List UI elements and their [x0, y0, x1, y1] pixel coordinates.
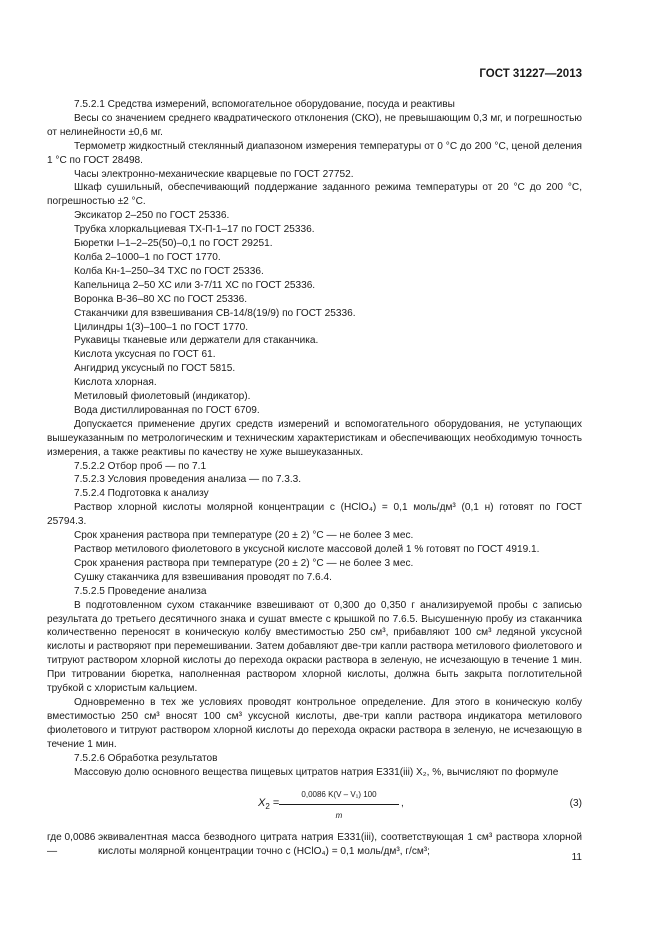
- equipment-item: Бюретки I–1–2–25(50)–0,1 по ГОСТ 29251.: [74, 238, 273, 250]
- reagent-item: Вода дистиллированная по ГОСТ 6709.: [74, 404, 260, 416]
- equipment-item: Рукавицы тканевые или держатели для стаканчика.: [74, 335, 319, 347]
- page-number: 11: [571, 852, 582, 863]
- equipment-item: Цилиндры 1(3)–100–1 по ГОСТ 1770.: [74, 321, 249, 333]
- section-heading: 7.5.2.4 Подготовка к анализу: [74, 488, 209, 500]
- equipment-item: Капельница 2–50 ХС или 3-7/11 ХС по ГОСТ 25336.: [74, 279, 316, 291]
- paragraph: В подготовленном сухом стаканчике взвешивают от 0,300 до 0,350 г анализируемой пробы с записью результата до третьего десятичного знака и сушат вместе с крышкой по 7.6.5. Высушенную пробу из стаканчика количественно переносят в коническую колбу вместимостью 250 см³, прибавляют 100 см³ ледяной уксусной кислоты и растворяют при перемешивании. Затем добавляют две-три капли раствора метилового фиолетового и титруют раствором хлорной кислоты до перехода окраски раствора в зеленую, не исчезающую в течение 1 мин. При титровании бюретка, наполненная раствором хлорной кислоты, должна быть закрыта поглотительной трубкой с хлористым кальцием.: [47, 599, 582, 695]
- equipment-item: Эксикатор 2–250 по ГОСТ 25336.: [74, 210, 230, 222]
- paragraph: Допускается применение других средств измерений и вспомогательного оборудования, не уступающих вышеуказанным по метрологическим и техническим характеристикам и обеспечивающих необходимую точность измерения, а также реактивы по качеству не хуже вышеуказанных.: [47, 418, 582, 458]
- formula-denominator: m: [335, 811, 343, 821]
- page-body: [47, 98, 582, 859]
- formula-fraction: [279, 788, 399, 823]
- reagent-item: Метиловый фиолетовый (индикатор).: [74, 391, 251, 403]
- formula-numerator: 0,0086 K(V – V₁) 100: [279, 788, 399, 805]
- paragraph: Шкаф сушильный, обеспечивающий поддержание заданного режима температуры от 20 °С до 200 °С, погрешностью ±2 °С.: [47, 182, 582, 208]
- paragraph: Срок хранения раствора при температуре (20 ± 2) °С — не более 3 мес.: [74, 557, 414, 569]
- paragraph: Раствор метилового фиолетового в уксусной кислоте массовой долей 1 % готовят по ГОСТ 4919.1.: [74, 544, 540, 555]
- section-heading: 7.5.2.1 Средства измерений, вспомогательное оборудование, посуда и реактивы: [74, 99, 455, 110]
- variable-description: эквивалентная масса безводного цитрата натрия Е331(iii), соответствующая 1 см³ раствора хлорной кислоты молярной концентрации точно с (HClO₄) = 0,1 моль/дм³, г/см³;: [98, 832, 582, 858]
- section-heading: 7.5.2.5 Проведение анализа: [74, 585, 207, 597]
- equipment-item: Колба 2–1000–1 по ГОСТ 1770.: [74, 251, 221, 263]
- equipment-item: Воронка В-36–80 ХС по ГОСТ 25336.: [74, 293, 248, 305]
- equipment-item: Стаканчики для взвешивания СВ-14/8(19/9) по ГОСТ 25336.: [74, 307, 356, 319]
- equipment-item: Трубка хлоркальциевая ТХ-П-1–17 по ГОСТ 25336.: [74, 224, 315, 236]
- paragraph: Сушку стаканчика для взвешивания проводят по 7.6.4.: [74, 571, 332, 583]
- paragraph: Одновременно в тех же условиях проводят контрольное определение. Для этого в коническую колбу вместимостью 250 см³ вносят 100 см³ уксусной кислоты, две-три капли раствора индикатора метилового фиолетового и титруют раствором хлорной кислоты до перехода окраски раствора в зеленую, не исчезающую в течение 1 мин.: [47, 696, 582, 750]
- equipment-item: Колба Кн-1–250–34 ТХС по ГОСТ 25336.: [74, 265, 264, 277]
- reagent-item: Ангидрид уксусный по ГОСТ 5815.: [74, 363, 236, 375]
- formula-3: [47, 786, 582, 828]
- paragraph: Весы со значением среднего квадратического отклонения (СКО), не превышающим 0,3 мг, и погрешностью от нелинейности ±0,6 мг.: [47, 112, 582, 138]
- formula-tail: ,: [401, 798, 404, 810]
- equipment-item: Часы электронно-механические кварцевые по ГОСТ 27752.: [74, 168, 354, 180]
- section-heading: 7.5.2.6 Обработка результатов: [74, 752, 218, 764]
- section-heading: 7.5.2.3 Условия проведения анализа — по 7.3.3.: [74, 474, 302, 486]
- paragraph: Массовую долю основного вещества пищевых цитратов натрия Е331(iii) X₂, %, вычисляют по формуле: [74, 766, 559, 778]
- paragraph: Термометр жидкостный стеклянный диапазоном измерения температуры от 0 °С до 200 °С, ценой деления 1 °С по ГОСТ 28498.: [47, 140, 582, 166]
- reagent-item: Кислота хлорная.: [74, 377, 157, 389]
- paragraph: Срок хранения раствора при температуре (20 ± 2) °С — не более 3 мес.: [74, 530, 414, 542]
- standard-designation: ГОСТ 31227—2013: [479, 68, 582, 80]
- formula-lhs: $X_2$ =: [258, 797, 280, 812]
- variable-label: где 0,0086 —: [47, 832, 96, 858]
- formula-number: (3): [569, 798, 582, 810]
- variable-explanation: [47, 831, 582, 859]
- section-heading: 7.5.2.2 Отбор проб — по 7.1: [74, 460, 207, 472]
- paragraph: Раствор хлорной кислоты молярной концентрации с (HClO₄) = 0,1 моль/дм³ (0,1 н) готовят по ГОСТ 25794.3.: [47, 502, 582, 528]
- reagent-item: Кислота уксусная по ГОСТ 61.: [74, 349, 216, 361]
